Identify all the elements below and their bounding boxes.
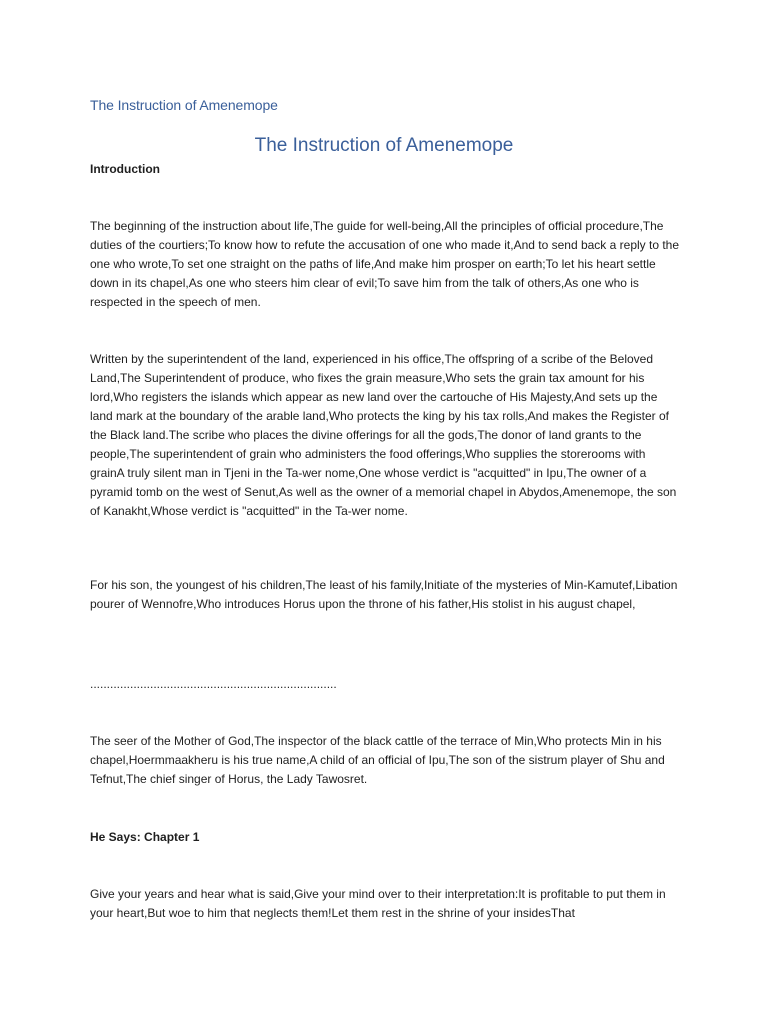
running-title: The Instruction of Amenemope bbox=[90, 97, 278, 113]
page-title: The Instruction of Amenemope bbox=[254, 135, 514, 156]
paragraph-seer: The seer of the Mother of God,The inspector of the black cattle of the terrace of Min,Who protects Min in his chapel,Hoermmaakheru is his true name,A child of an official of Ipu,The son of the sistrum player of Shu and Tefnut,The chief singer of Horus, the Lady Tawosret. bbox=[90, 734, 665, 786]
paragraph-son: For his son, the youngest of his children,The least of his family,Initiate of the mysteries of Min-Kamutef,Libation pourer of Wennofre,Who introduces Horus upon the throne of his father,His stolist in his august chapel, bbox=[90, 578, 678, 611]
paragraph-author: Written by the superintendent of the land, experienced in his office,The offspring of a scribe of the Beloved Land,The Superintendent of produce, who fixes the grain measure,Who sets the grain tax amount for his lord,Who registers the islands which appear as new land over the cartouche of His Majesty,And sets up the land mark at the boundary of the arable land,Who protects the king by his tax rolls,And makes the Register of the Black land.The scribe who places the divine offerings for all the gods,The donor of land grants to the people,The superintendent of grain who administers the food offerings,Who supplies the storerooms with grainA truly silent man in Tjeni in the Ta-wer nome,One whose verdict is "acquitted" in Ipu,The owner of a pyramid tomb on the west of Senut,As well as the owner of a memorial chapel in Abydos,Amenemope, the son of Kanakht,Whose verdict is "acquitted" in the Ta-wer nome. bbox=[90, 352, 677, 518]
paragraph-opening: The beginning of the instruction about life,The guide for well-being,All the principles of official procedure,The duties of the courtiers;To know how to refute the accusation of one who made it,And to send back a reply to the one who wrote,To set one straight on the paths of life,And make him prosper on earth;To let his heart settle down in its chapel,As one who steers him clear of evil;To save him from the talk of others,As one who is respected in the speech of men. bbox=[90, 219, 680, 309]
chapter-heading: He Says: Chapter 1 bbox=[90, 830, 200, 844]
introduction-heading: Introduction bbox=[90, 162, 160, 176]
paragraph-chapter-1: Give your years and hear what is said,Give your mind over to their interpretation:It is profitable to put them in your heart,But woe to him that neglects them!Let them rest in the shrine of your insidesThat bbox=[90, 887, 666, 920]
dots-separator: .......................................................................... bbox=[90, 677, 337, 691]
